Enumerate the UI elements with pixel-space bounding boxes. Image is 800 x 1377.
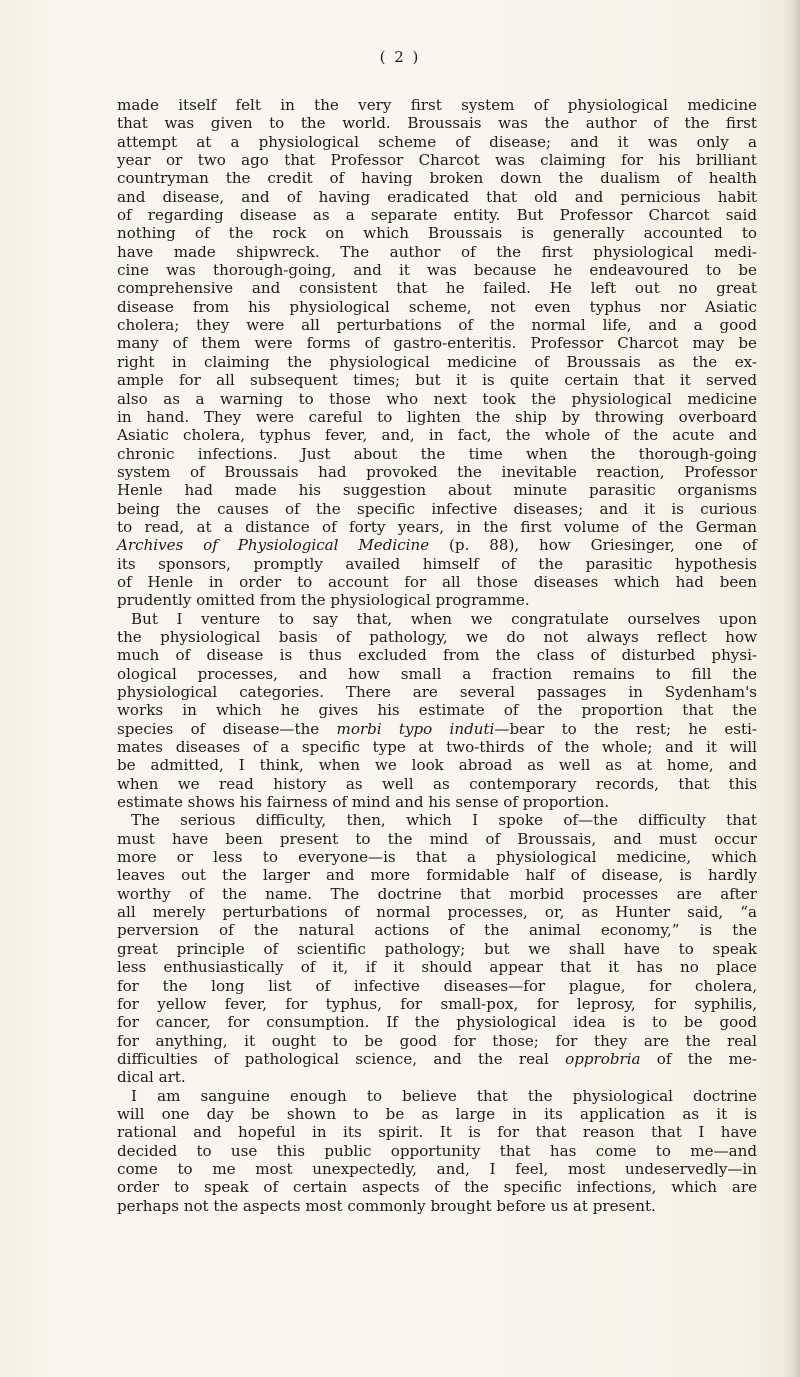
text-line: The serious difficulty, then, which I spoke of—the difficulty that	[131, 811, 757, 830]
text-line: perhaps not the aspects most commonly brought before us at present.	[117, 1196, 656, 1215]
text-line: the physiological basis of pathology, we do not always reflect how	[117, 627, 757, 646]
text-line: ample for all subsequent times; but it is quite certain that it served	[117, 371, 757, 390]
text-line: made itself felt in the very first system of physiological medicine	[117, 96, 757, 114]
text-line: less enthusiastically of it, if it should appear that it has no place	[117, 958, 757, 977]
text-line: rational and hopeful in its spirit. It is for that reason that I have	[117, 1123, 757, 1142]
text-line: more or less to everyone—is that a physiological medicine, which	[117, 848, 757, 867]
text-line: will one day be shown to be as large in its application as it is	[117, 1104, 757, 1123]
text-line: countryman the credit of having broken down the dualism of health	[117, 169, 757, 188]
text-line: be admitted, I think, when we look abroad as well as at home, and	[117, 756, 757, 775]
text-line: leaves out the larger and more formidable half of disease, is hardly	[117, 866, 757, 885]
text-line: chronic infections. Just about the time when the thorough-going	[117, 444, 757, 463]
italic-title-archives: Archives of Physiological Medicine	[117, 536, 430, 555]
text-line: also as a warning to those who next took the physiological medicine	[117, 389, 757, 408]
text-line: of regarding disease as a separate entity. But Professor Charcot said	[117, 206, 757, 225]
text-line: much of disease is thus excluded from the class of disturbed physi-	[117, 646, 757, 665]
text-line: worthy of the name. The doctrine that morbid processes are after	[117, 884, 757, 903]
page-edge-shadow	[782, 0, 800, 1377]
text-line: dical art.	[117, 1068, 186, 1087]
text-line: disease from his physiological scheme, not even typhus nor Asiatic	[117, 297, 757, 316]
text-line: when we read history as well as contemporary records, that this	[117, 774, 757, 793]
text-line: estimate shows his fairness of mind and his sense of proportion.	[117, 793, 610, 812]
text-line: physiological categories. There are several passages in Sydenham's	[117, 683, 757, 701]
line-post: of the me-	[640, 1049, 758, 1068]
text-line: mates diseases of a specific type at two-thirds of the whole; and it will	[117, 738, 757, 757]
line-post: (p. 88), how Griesinger, one of	[429, 536, 757, 555]
text-line: Asiatic cholera, typhus fever, and, in fact, the whole of the acute and	[117, 426, 757, 445]
text-line: for the long list of infective diseases—for plague, for cholera,	[117, 976, 757, 995]
text-line: cine was thorough-going, and it was because he endeavoured to be	[117, 261, 757, 280]
text-line: system of Broussais had provoked the inevitable reaction, Professor	[117, 462, 757, 481]
text-line: for anything, it ought to be good for those; for they are the real	[117, 1031, 757, 1050]
text-line: must have been present to the mind of Broussais, and must occur	[117, 829, 757, 848]
text-line: works in which he gives his estimate of the proportion that the	[117, 701, 757, 720]
text-line: Henle had made his suggestion about minute parasitic organisms	[117, 481, 757, 500]
text-line: that was given to the world. Broussais was the author of the first	[117, 114, 757, 133]
text-line: come to me most unexpectedly, and, I feel, most undeservedly—in	[117, 1159, 757, 1178]
line-pre: difficulties of pathological science, and the real	[117, 1049, 566, 1068]
text-line: decided to use this public opportunity that has come to me—and	[117, 1141, 757, 1160]
text-line: all merely perturbations of normal processes, or, as Hunter said, “a	[117, 903, 757, 922]
text-line	[117, 1050, 757, 1068]
text-line	[117, 720, 757, 738]
text-line: for yellow fever, for typhus, for small-pox, for leprosy, for syphilis,	[117, 994, 757, 1013]
text-line: I am sanguine enough to believe that the physiological doctrine	[131, 1086, 757, 1105]
text-line: many of them were forms of gastro-enteritis. Professor Charcot may be	[117, 334, 757, 353]
text-line: order to speak of certain aspects of the specific infections, which are	[117, 1178, 757, 1197]
page-number: ( 2 )	[379, 48, 421, 66]
text-line	[117, 536, 757, 554]
text-line: for cancer, for consumption. If the physiological idea is to be good	[117, 1013, 757, 1032]
text-line: its sponsors, promptly availed himself of the parasitic hypothesis	[117, 554, 757, 573]
text-line: nothing of the rock on which Broussais is generally accounted to	[117, 224, 757, 243]
text-line: right in claiming the physiological medicine of Broussais as the ex-	[117, 352, 757, 371]
text-line: comprehensive and consistent that he failed. He left out no great	[117, 279, 757, 298]
text-line: prudently omitted from the physiological programme.	[117, 591, 530, 610]
text-line: But I venture to say that, when we congratulate ourselves upon	[131, 609, 757, 628]
text-line: in hand. They were careful to lighten the ship by throwing overboard	[117, 407, 757, 426]
body-text	[117, 96, 757, 1215]
line-post: —bear to the rest; he esti-	[494, 719, 757, 738]
text-line: to read, at a distance of forty years, in the first volume of the German	[117, 517, 757, 536]
text-line: great principle of scientific pathology; but we shall have to speak	[117, 939, 757, 958]
italic-latin-word: opprobria	[565, 1049, 641, 1068]
text-line: perversion of the natural actions of the animal economy,” is the	[117, 921, 757, 940]
text-line: ological processes, and how small a fraction remains to fill the	[117, 664, 757, 683]
text-line: attempt at a physiological scheme of disease; and it was only a	[117, 132, 757, 151]
text-line: and disease, and of having eradicated that old and pernicious habit	[117, 187, 757, 206]
line-pre: species of disease—the	[117, 719, 337, 738]
text-line: being the causes of the specific infective diseases; and it is curious	[117, 499, 757, 518]
text-line: year or two ago that Professor Charcot was claiming for his brilliant	[117, 151, 757, 170]
text-line: cholera; they were all perturbations of the normal life, and a good	[117, 316, 757, 335]
italic-latin-phrase: morbi typo induti	[336, 719, 495, 738]
text-line: have made shipwreck. The author of the first physiological medi-	[117, 242, 757, 261]
text-line: of Henle in order to account for all those diseases which had been	[117, 572, 757, 591]
